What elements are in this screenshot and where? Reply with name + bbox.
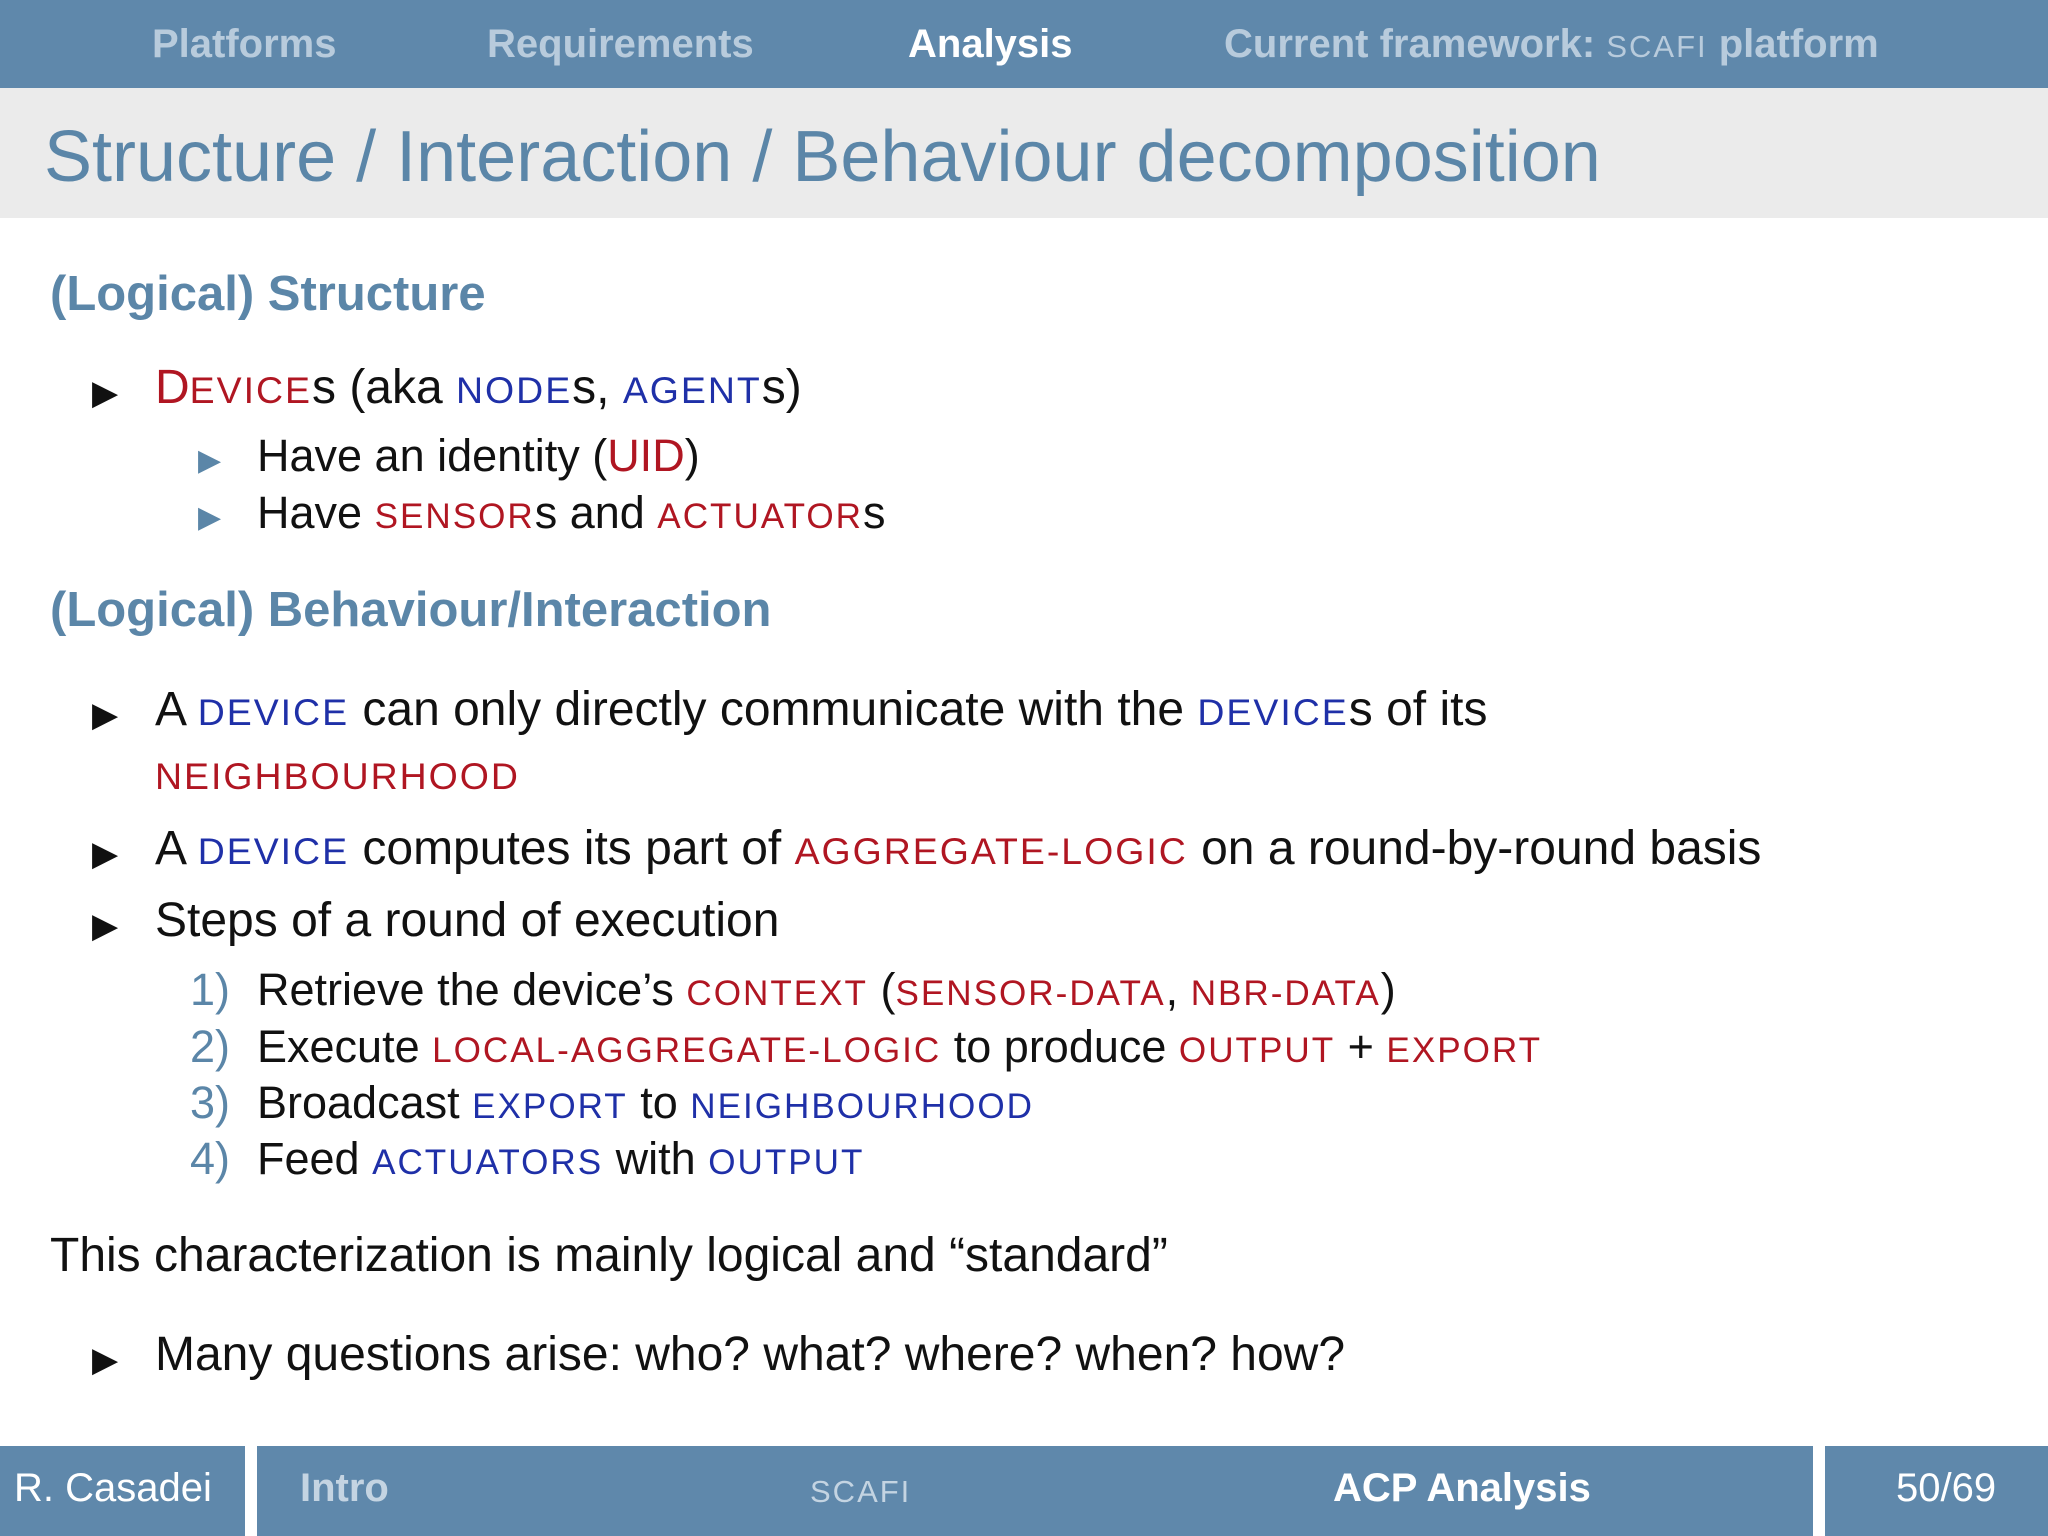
step-text: to produce [941,1021,1179,1072]
devices-text-1: s (aka [311,361,457,414]
device-term: DEVICE [197,830,350,872]
identity-subbullet [257,430,700,482]
output-term: OUTPUT [708,1143,865,1182]
computes-text-3: on a round-by-round basis [1187,822,1762,875]
step-text: , [1165,964,1191,1015]
nav-scafi-label: SCAFI [1606,29,1708,64]
devices-term: DEVICE [155,361,312,414]
actuators-term: ACTUATOR [657,497,863,536]
sensors-text-2: s and [534,487,658,538]
context-term: CONTEXT [686,974,868,1013]
footer-author: R. Casadei [14,1466,212,1510]
step-number: 1) [190,964,231,1015]
footer [0,1446,2048,1536]
sub-bullet-triangle-icon: ▶ [198,444,222,477]
footer-framework[interactable]: SCAFI [810,1474,912,1509]
step-text: with [603,1133,709,1184]
step-number: 4) [190,1133,231,1184]
sensor-data-term: SENSOR-DATA [895,974,1166,1013]
export-term: EXPORT [1386,1031,1543,1070]
bullet-triangle-icon: ▶ [92,696,119,734]
characterization-text: This characterization is mainly logical and “standard” [50,1229,1168,1282]
step-item [257,964,1396,1016]
nav-current-framework-label: Current framework: [1224,22,1596,66]
page-title: Structure / Interaction / Behaviour decomposition [44,117,1601,197]
bullet-triangle-icon: ▶ [92,1341,119,1379]
device-term: DEVICE [197,691,350,733]
sensors-text-3: s [863,487,886,538]
nav-platforms[interactable]: Platforms [152,22,337,66]
step-text: to [627,1077,691,1128]
communicate-text-1: A [155,683,198,736]
nav-current-framework[interactable] [1224,22,1879,67]
step-number: 2) [190,1021,231,1072]
nodes-term: NODE [456,369,573,411]
step-text: + [1335,1021,1387,1072]
output-term: OUTPUT [1178,1031,1336,1070]
devices-text-3: s) [761,361,802,414]
step-item [257,1077,1034,1129]
bullet-triangle-icon: ▶ [92,907,119,945]
nav-analysis[interactable]: Analysis [908,22,1073,66]
computes-bullet [155,821,1761,876]
sensors-term: SENSOR [374,497,535,536]
step-item [257,1133,864,1185]
computes-text-2: computes its part of [349,822,795,875]
neighbourhood-term: NEIGHBOURHOOD [155,755,520,797]
footer-subsection[interactable]: ACP Analysis [1333,1466,1591,1510]
identity-text-2: ) [684,430,700,481]
neighbourhood-term: NEIGHBOURHOOD [690,1087,1034,1126]
communicate-text-3: s of its [1348,683,1488,736]
communicate-text-2: can only directly communicate with the [349,683,1198,736]
devices-bullet [155,360,802,415]
footer-page-number: 50/69 [1896,1466,1997,1510]
behaviour-heading: (Logical) Behaviour/Interaction [50,583,772,637]
device-term: DEVICE [1197,691,1349,733]
sensors-text-1: Have [257,487,375,538]
computes-text-1: A [155,822,198,875]
step-text: Broadcast [257,1077,473,1128]
agents-term: AGENT [622,369,762,411]
bullet-triangle-icon: ▶ [92,835,119,873]
communicate-bullet-cont [155,746,520,801]
step-text: ( [868,964,896,1015]
nav-platform-label: platform [1718,22,1879,66]
export-term: EXPORT [472,1087,628,1126]
nav-requirements[interactable]: Requirements [487,22,754,66]
aggregate-logic-term: AGGREGATE-LOGIC [794,830,1188,872]
step-item [257,1021,1542,1073]
sub-bullet-triangle-icon: ▶ [198,501,222,534]
devices-text-2: s, [572,361,623,414]
bullet-triangle-icon: ▶ [92,374,119,412]
steps-bullet: Steps of a round of execution [155,894,780,947]
uid-term: UID [607,430,685,481]
identity-text-1: Have an identity ( [257,430,608,481]
actuators-term: ACTUATORS [372,1143,604,1182]
step-text: Feed [257,1133,373,1184]
top-navigation [0,0,2048,88]
local-aggregate-logic-term: LOCAL-AGGREGATE-LOGIC [432,1031,942,1070]
questions-bullet: Many questions arise: who? what? where? when? how? [155,1328,1346,1381]
communicate-bullet [155,682,1487,737]
step-text: ) [1380,964,1396,1015]
footer-section-intro[interactable]: Intro [300,1466,389,1510]
nbr-data-term: NBR-DATA [1190,974,1381,1013]
structure-heading: (Logical) Structure [50,267,486,321]
step-text: Execute [257,1021,433,1072]
step-number: 3) [190,1077,231,1128]
sensors-subbullet [257,487,886,539]
step-text: Retrieve the device’s [257,964,687,1015]
